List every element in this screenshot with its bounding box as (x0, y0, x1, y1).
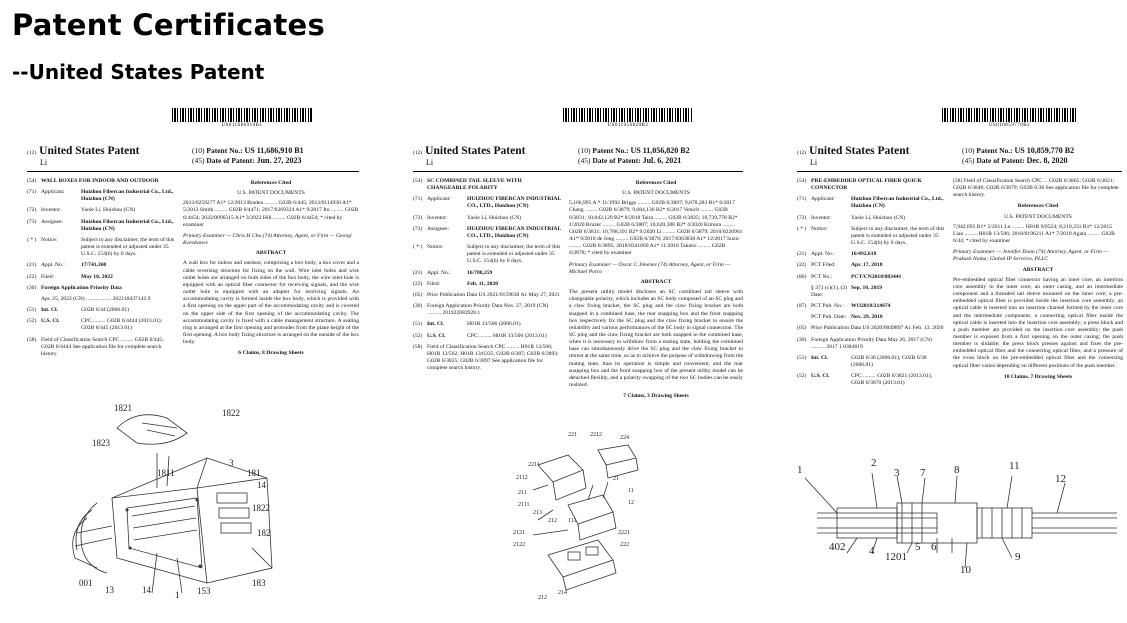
inid-code: (30) (27, 284, 37, 291)
prior-publication-value: Prior Publication Data US 2021/0159630 A1 May 27, 2021 (427, 291, 560, 298)
ref-numeral: 21 (613, 476, 619, 482)
field-label: PCT Filed: (811, 262, 836, 269)
inid-code: (51) (27, 307, 37, 314)
abstract-text: Pre-embedded optical fiber connector having an inner core, an insertion core assembly in the inner core, an outer casing, and an intermediate component and a threaded tail sleeve mounted on the inner core; a pre-embedded optical fiber is provided inside the insertion core assembly; an optical cable is inserted into an insertion channel formed by the inner core and the intermediate component; a connecting optical fiber inside the optical cable is inserted into the insertion core assembly; a press block and a push member are provided on the insertion core assembly; the push member is exposed from a first opening on the outer casing; the push member is slidable; the press block presses against and fixes the pre-embedded optical fiber and the connecting optical fiber, and a pressure of the cross block on the pre-embedded optical fiber and the connecting optical fiber varies depending on different positions of the push member. (953, 276, 1123, 369)
ref-numeral: 12 (1055, 473, 1066, 485)
pct-no-value: PCT/CN2018/083441 (851, 273, 902, 280)
inid-code: (12) (797, 150, 807, 156)
inid-code: (54) (797, 178, 807, 184)
examiner-text: Primary Examiner — Oscar C Jimenez (74) Attorney, Agent, or Firm — Michael Porco (569, 261, 731, 275)
references-heading: References Cited (250, 180, 292, 186)
barcode (942, 108, 1077, 122)
ref-numeral: 181 (247, 468, 261, 478)
ref-numeral: 1811 (157, 468, 175, 478)
inid-code: (86) (797, 273, 807, 280)
ref-numeral: 3 (894, 467, 900, 479)
patent-no-label: Patent No.: (592, 146, 629, 155)
page-subtitle: --United States Patent (12, 60, 265, 84)
inid-code: (65) (413, 291, 423, 298)
ref-numeral: 11 (628, 488, 634, 494)
inid-code: (45) (962, 156, 975, 166)
references-heading: References Cited (1017, 203, 1059, 210)
ref-numeral: 1822 (222, 408, 240, 418)
inventor-value: Yaole Li, Huizhou (CN) (851, 214, 906, 221)
field-label: Int. Cl. (811, 354, 828, 361)
claims-summary: 6 Claims, 8 Drawing Sheets (238, 350, 304, 357)
field-label: Appl. No.: (41, 262, 65, 269)
pct-filed-value: Apr. 17, 2018 (851, 262, 883, 269)
371-date-value: Sep. 10, 2019 (851, 284, 883, 291)
bibliographic-column (413, 178, 561, 376)
priority-value: Foreign Application Priority Data Nov. 27, 2019 (CN) .......... 201922083928.1 (427, 303, 549, 317)
patent-no-value: US 10,859,770 B2 (1014, 146, 1075, 155)
ref-numeral: 2111 (518, 502, 530, 508)
inid-code: (87) (797, 303, 807, 310)
ref-numeral: 222 (620, 542, 629, 548)
field-label: Applicant: (811, 196, 835, 203)
inid-code: (54) (27, 178, 37, 184)
date-value: Dec. 8, 2020 (1026, 156, 1068, 166)
header-rule (27, 171, 359, 172)
inid-code: (21) (27, 262, 37, 269)
ref-numeral: 4 (869, 545, 875, 557)
int-cl-value: G02B 6/44 (2006.01) (81, 307, 130, 314)
patent-drawing-tail-sleeve (508, 432, 658, 605)
inid-code: (12) (413, 150, 423, 156)
date-value: Jul. 6, 2021 (642, 156, 682, 166)
patent-header (27, 144, 139, 159)
patent-title: SC COMBINED TAIL SLEEVE WITH CHANGEABLE POLARITY (427, 178, 522, 192)
filed-value: Feb. 11, 2020 (467, 280, 499, 287)
date-label: Date of Patent: (592, 156, 641, 166)
inventor-name: Li (810, 158, 818, 167)
inid-code: (72) (27, 207, 37, 214)
ref-numeral: 10 (960, 564, 971, 576)
ref-numeral: 2122 (513, 542, 525, 548)
inid-code: (71) (797, 196, 807, 203)
inid-code (797, 314, 811, 321)
inid-code: (73) (413, 225, 423, 232)
ref-numeral: 7 (920, 467, 926, 479)
inventor-name: Li (40, 158, 48, 167)
ref-numeral: 5 (915, 541, 921, 553)
bibliographic-column (797, 178, 945, 391)
patent-type: United States Patent (425, 145, 526, 157)
date-label: Date of Patent: (976, 156, 1025, 166)
references-list: 7,942,695 B1* 5/2011 Lu ......... H01R 9/0524; 8,219,331 B1* 12/2015 Liao ......... H01R 13/506; 2018/0196211 A1* 7/2018 Agata ......... G02B 6/44; * cited by examiner (953, 223, 1115, 245)
field-label: Filed: (427, 280, 441, 287)
field-label: Int. Cl. (41, 307, 58, 314)
inventor-value: Yaole Li, Huizhou (CN) (467, 214, 522, 221)
ref-numeral: 13 (105, 585, 114, 595)
field-label: Assignee: (41, 218, 64, 225)
field-label: § 371 (c)(1), (2) Date: (811, 284, 848, 298)
right-column (953, 178, 1123, 381)
ref-numeral: 213 (533, 510, 542, 516)
claims-summary: 10 Claims, 7 Drawing Sheets (1003, 373, 1073, 380)
field-label: Notice: (811, 225, 828, 232)
wall-box-drawing (57, 398, 297, 603)
ref-numeral: 221 (568, 432, 577, 438)
inventor-name: Li (426, 158, 434, 167)
inid-code: (52) (27, 318, 37, 325)
patent-drawing-wall-box (57, 398, 297, 603)
ref-numeral: 212 (548, 518, 557, 524)
right-column (569, 178, 743, 400)
ref-numeral: 214 (558, 590, 567, 596)
patent-type: United States Patent (809, 145, 910, 157)
field-label: PCT Pub. Date: (811, 314, 847, 321)
applicant-value: HUIZHOU FIBERCAN INDUSTRIAL CO., LTD., Huizhou (CN) (467, 196, 561, 210)
ref-numeral: 183 (252, 578, 266, 588)
filed-value: May 10, 2022 (81, 273, 113, 280)
patent-number-block (192, 146, 304, 167)
notice-value: Subject to any disclaimer, the term of this patent is extended or adjusted under 35 U.S.C. 154(b) by 0 days. (467, 244, 561, 265)
field-label: Inventor: (41, 207, 62, 214)
patent-header (413, 144, 525, 159)
inid-code: (65) (797, 325, 807, 332)
references-subheading: U.S. PATENT DOCUMENTS (1004, 213, 1072, 220)
inid-code: (51) (797, 354, 807, 361)
inid-code: (22) (27, 273, 37, 280)
ref-numeral: 153 (197, 586, 211, 596)
ref-numeral: 1821 (114, 403, 132, 413)
assignee-value: Huizhou Fibercan Industrial Co., Ltd., Huizhou (CN) (81, 218, 174, 232)
field-search-value: (58) Field of Classification Search CPC ... G02B 6/3865; G02B 6/3821; G02B 6/3846; G02B 6/3879; G02B 6/36 See application file for complete search history. (953, 178, 1119, 199)
references-subheading: U.S. PATENT DOCUMENTS (237, 190, 305, 197)
abstract-text: A wall box for indoor and outdoor, comprising a box body, a box cover and a cable reversing structure for fixing on the wall. Wire inlet holes and wire outlet holes are arranged on both sides of the box body, the wire inlet hole is equipped with an optical fiber connector for receiving signals, and the wire outlet hole is equipped with an adapter for receiving signals. An accommodating cavity is formed inside the box body, which is provided with a first opening on the upper part of the accommodating cavity and is covered on the upper side of the first opening of the accommodating cavity. The accommodating cavity is fixed with a cable management structure. A sealing ring is arranged at the first opening and protrudes from the plane height of the first opening. A box body fixing structure is arranged on the outside of the box body. (183, 260, 359, 346)
field-search-value: Field of Classification Search CPC ......... H01R 13/506; H01R 13/562; H01R 13/6335; G02B 6/387; G02B 6/3893; G02B 6/3825; G02B 6/3897 See application file for complete search history. (427, 343, 559, 372)
ref-numeral: 1201 (885, 551, 907, 563)
int-cl-value: H01R 13/506 (2006.01) (467, 321, 521, 328)
ref-numeral: 211 (518, 490, 527, 496)
inid-code: (71) (413, 196, 423, 203)
priority-heading: Foreign Application Priority Data (41, 284, 122, 291)
examiner-text: Primary Examiner — Chris H Chu (74) Attorney, Agent, or Firm — Georgi Korobanov (183, 232, 352, 247)
references-heading: References Cited (635, 180, 677, 186)
field-label: Applicant: (427, 196, 451, 203)
ref-numeral: 2112 (516, 475, 528, 481)
field-label: Int. Cl. (427, 321, 444, 328)
ref-numeral: 11 (1009, 460, 1020, 472)
field-label: Notice: (41, 236, 58, 243)
field-label: U.S. Cl. (427, 332, 446, 339)
applicant-value: Huizhou Fibercan Industrial Co., Ltd., Huizhou (CN) (851, 196, 944, 210)
references-list: 5,166,995 A * 11/1992 Briggs ......... G02B 6/3807; 9,678,283 B1* 6/2017 Chang ......... G02B 6/3879; 9,684,136 B2* 6/2017 Venich ......... G02B 6/3831; 10,042,129 B2* 8/2018 Taira ......... G02B 6/3825; 10,739,778 B2* 1/2020 Bruzer ......... G02B 6/3887; 10,620,388 B2* 4/2020 Kimura ......... G02B 6/3831; 10,788,391 B2* 9/2020 Li ......... G02B 6/3879; 2010/0220961 A1* 9/2010 de Jong ......... G02B 6/3879; 2017/0363838 A1* 12/2017 Suzic ......... G02B 6/3895; 2018/0341069 A1* 11/2018 Takano ......... G02B 6/3878; * cited by examiner (569, 200, 743, 257)
barcode-number: US011686910B1 (221, 123, 263, 128)
patent-document-3 (797, 108, 1127, 608)
patent-no-value: US 11,686,910 B1 (244, 146, 304, 155)
ref-numeral: 1 (175, 590, 180, 600)
page-title: Patent Certificates (12, 8, 326, 42)
field-label: Inventor: (811, 214, 832, 221)
inid-code: (21) (797, 251, 807, 258)
inid-code: (45) (192, 156, 205, 166)
field-label: U.S. Cl. (811, 373, 830, 380)
field-label: Appl. No.: (811, 251, 835, 258)
field-label: Appl. No.: (427, 269, 451, 276)
ref-numeral: 2211 (528, 462, 540, 468)
pct-pub-date-value: Nov. 29, 2018 (851, 314, 883, 321)
inid-code: (22) (413, 280, 423, 287)
barcode (172, 108, 312, 122)
inid-code: (45) (578, 156, 591, 166)
inid-code: (72) (413, 214, 423, 221)
abstract-heading: ABSTRACT (640, 278, 672, 285)
inid-code: (30) (797, 336, 807, 343)
patent-type: United States Patent (39, 145, 140, 157)
inid-code (27, 296, 41, 303)
inid-code: (71) (27, 189, 37, 196)
abstract-heading: ABSTRACT (255, 250, 287, 257)
patent-title: PRE-EMBEDDED OPTICAL FIBER QUICK CONNECTOR (811, 178, 922, 192)
inid-code: ( * ) (27, 236, 37, 243)
ref-numeral: 111 (568, 518, 577, 524)
ref-numeral: 2212 (590, 432, 602, 438)
ref-numeral: 182 (257, 528, 271, 538)
inid-code: (51) (413, 321, 423, 328)
abstract-heading: ABSTRACT (1022, 266, 1054, 273)
priority-value: Apr. 25, 2022 (CN) .................. 202210437142.9 (41, 295, 151, 302)
inid-code: (52) (413, 332, 423, 339)
field-label: Notice: (427, 244, 444, 251)
barcode-number: US010859770B2 (988, 123, 1031, 128)
inid-code: (22) (797, 262, 807, 269)
field-label: Assignee: (427, 225, 450, 232)
ref-numeral: 2121 (513, 530, 525, 536)
appl-no-value: 17/741,360 (81, 262, 107, 269)
us-cl-value: CPC ......... H01R 13/506 (2013.01) (467, 332, 547, 339)
ref-numeral: 14 (142, 585, 151, 595)
claims-summary: 7 Claims, 3 Drawing Sheets (623, 393, 689, 400)
patent-no-label: Patent No.: (206, 146, 243, 155)
us-cl-value: CPC ......... G02B 6/3821 (2013.01); G02B 6/3870 (2013.01) (851, 373, 933, 387)
abstract-text: The present utility model discloses an SC combined tail sleeve with changeable polarity, which includes an SC body composed of an SC plug and a claw fixing bracket, the SC plug and the claw fixing bracket are both snapped in a combined base, the rear snapping box and the front snapping box respectively fix the SC plug and the claw fixing bracket to ensure the reliability and various performances of the SC body in signal connection. The SC plug and the claw fixing bracket are both snapped in the combined base, when it is necessary to withdraw from a mating state, holding the combined base can simultaneously drive the SC plug and the claw fixing bracket to retreat at the same time, so as to achieve the purpose of withdrawing from the mating state, thus its operation is simple and convenient, and the rear snapping box and the front snapping box of the present utility model can be detached flexibly, and a polarity swapping of the two SC bodies can be easily realized. (569, 289, 743, 389)
references-subheading: U.S. PATENT DOCUMENTS (622, 190, 690, 197)
notice-value: Subject to any disclaimer, the term of this patent is extended or adjusted under 35 U.S.C. 154(b) by 0 days. (81, 236, 175, 258)
inid-code: (10) (192, 146, 205, 155)
inid-code: (58) (27, 336, 37, 343)
patent-no-label: Patent No.: (976, 146, 1013, 155)
bibliographic-column (27, 178, 175, 362)
priority-value: Foreign Application Priority Data May 26, 2017 (CN) .......... 2017 1 0384819 (811, 336, 932, 350)
inid-code: (72) (797, 214, 807, 221)
ref-numeral: 1823 (92, 438, 110, 448)
appl-no-value: 16/492,618 (851, 251, 877, 258)
appl-no-value: 16/788,259 (467, 269, 493, 276)
applicant-value: Huizhou Fibercan Industrial Co., Ltd., Huizhou (CN) (81, 189, 174, 203)
inid-code: (12) (27, 150, 37, 156)
inid-code: (10) (578, 146, 591, 155)
patent-number-block (962, 146, 1074, 167)
field-label: Filed: (41, 273, 55, 280)
inid-code: (58) (413, 343, 423, 350)
patent-no-value: US 11,056,820 B2 (630, 146, 690, 155)
ref-numeral: 1822 (252, 503, 270, 513)
header-rule (797, 171, 1122, 172)
field-label: PCT No.: (811, 273, 833, 280)
barcode (563, 108, 693, 122)
inid-code: (30) (413, 303, 423, 310)
inid-code: ( * ) (413, 244, 423, 251)
header-rule (413, 171, 743, 172)
ref-numeral: 224 (620, 435, 629, 441)
barcode-number: US011056820B2 (607, 123, 649, 128)
ref-numeral: 212 (538, 595, 547, 601)
patent-header (797, 144, 909, 159)
assignee-value: HUIZHOU FIBERCAN INDUSTRIAL CO., LTD., Huizhou (CN) (467, 225, 561, 239)
inid-code: (21) (413, 269, 423, 276)
inventor-value: Yaole Li, Huizhou (CN) (81, 207, 136, 214)
ref-numeral: 12 (628, 500, 634, 506)
notice-value: Subject to any disclaimer, the term of this patent is extended or adjusted under 35 U.S.C. 154(b) by 0 days. (851, 225, 945, 247)
date-label: Date of Patent: (206, 156, 255, 166)
int-cl-value: G02B 6/36 (2006.01); G02B 6/38 (2006.01) (851, 354, 927, 368)
inid-code (797, 285, 811, 299)
inid-code: (54) (413, 178, 423, 184)
inid-code: ( * ) (797, 225, 807, 232)
ref-numeral: 2 (871, 457, 877, 469)
ref-numeral: 1 (797, 464, 803, 476)
ref-numeral: 8 (954, 464, 960, 476)
ref-numeral: 402 (829, 541, 846, 553)
field-label: PCT Pub. No.: (811, 303, 844, 310)
ref-numeral: 14 (257, 480, 266, 490)
inid-code: (73) (27, 218, 37, 225)
field-search-value: Field of Classification Search CPC ......... G02B 6/445; G02B 6/4444 See application file for complete search history. (41, 336, 164, 357)
field-label: Applicant: (41, 189, 65, 196)
field-label: Inventor: (427, 214, 448, 221)
ref-numeral: 2221 (618, 530, 630, 536)
ref-numeral: 6 (931, 541, 937, 553)
patent-document-2 (413, 108, 743, 608)
inid-code: (10) (962, 146, 975, 155)
ref-numeral: 3 (229, 458, 234, 468)
references-list: 2013/0259277 A1* 12/2013 Bradea ......... G02B 6/445; 2013/0114930 A1* 5/2013 Smith ......... G02B 6/4471; 2017/0269324 A1* 9/2017 Ito ......... G02B 6/4454; 2022/0096315 A1* 3/2022 Hill ......... G02B 6/4454; * cited by examiner (183, 200, 359, 228)
ref-numeral: 9 (1015, 551, 1021, 563)
pct-pub-no-value: WO2018/214674 (851, 303, 891, 310)
examiner-text: Primary Examiner — Jennifer Doan (74) Attorney, Agent, or Firm — Prakash Nama; Global IP Services, PLLC (953, 249, 1109, 263)
right-column (183, 178, 359, 357)
inid-code: (52) (797, 373, 807, 380)
patent-drawing-fiber-connector (797, 458, 1122, 583)
patent-number-block (578, 146, 690, 167)
field-label: U.S. Cl. (41, 318, 60, 325)
date-value: Jun. 27, 2023 (256, 156, 302, 166)
patent-title: WALL BOXES FOR INDOOR AND OUTDOOR (41, 178, 159, 184)
prior-publication-value: Prior Publication Data US 2020/0049897 A1 Feb. 13, 2020 (811, 325, 944, 332)
patent-document-1 (27, 108, 359, 608)
ref-numeral: 001 (79, 578, 93, 588)
us-cl-value: CPC ......... G02B 6/4444 (2013.01); G02B 6/445 (2013.01) (81, 318, 163, 332)
